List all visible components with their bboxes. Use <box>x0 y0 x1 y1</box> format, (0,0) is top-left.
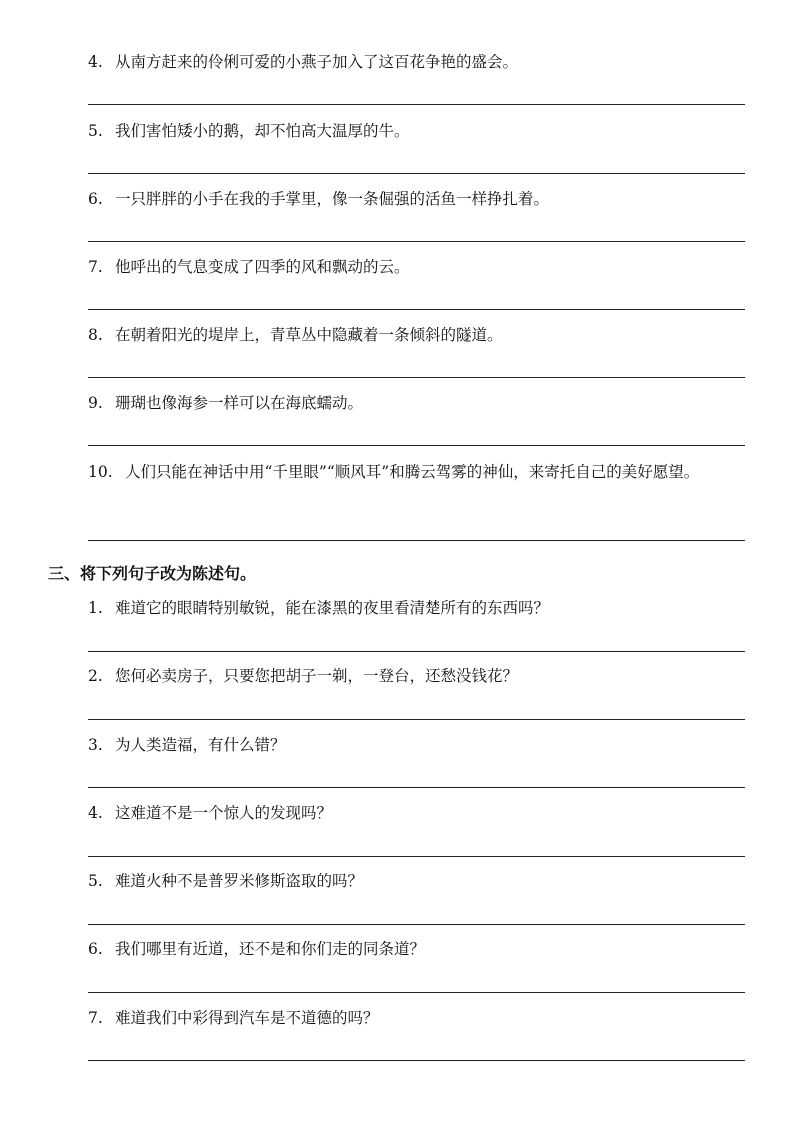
answer-line[interactable] <box>88 992 745 993</box>
exercise-item <box>88 1008 379 1028</box>
exercise-item <box>88 871 363 891</box>
answer-line[interactable] <box>88 856 745 857</box>
item-sentence: 这难道不是一个惊人的发现吗？ <box>115 804 333 822</box>
item-number: 7. <box>88 1009 103 1027</box>
item-sentence: 他呼出的气息变成了四季的风和飘动的云。 <box>115 258 410 276</box>
item-sentence: 在朝着阳光的堤岸上，青草丛中隐藏着一条倾斜的隧道。 <box>115 326 503 344</box>
exercise-item <box>48 458 748 487</box>
answer-line[interactable] <box>88 173 745 174</box>
item-sentence: 我们哪里有近道，还不是和你们走的同条道？ <box>115 940 426 958</box>
section-heading: 三、将下列句子改为陈述句。 <box>48 564 257 583</box>
item-number: 1. <box>88 599 103 617</box>
item-number: 10. <box>88 463 113 481</box>
exercise-item <box>88 735 286 755</box>
exercise-item <box>88 666 518 686</box>
item-number: 6. <box>88 940 103 958</box>
answer-line[interactable] <box>88 787 745 788</box>
answer-line[interactable] <box>88 924 745 925</box>
exercise-item <box>88 803 332 823</box>
answer-line[interactable] <box>88 445 745 446</box>
exercise-item <box>88 393 363 413</box>
exercise-item <box>88 598 549 618</box>
answer-line[interactable] <box>88 309 745 310</box>
exercise-item <box>88 52 518 72</box>
answer-line[interactable] <box>88 719 745 720</box>
item-sentence: 珊瑚也像海参一样可以在海底蠕动。 <box>115 394 364 412</box>
exercise-item <box>88 121 410 141</box>
answer-line[interactable] <box>88 241 745 242</box>
item-sentence: 为人类造福，有什么错？ <box>115 736 286 754</box>
exercise-item <box>88 257 410 277</box>
answer-line[interactable] <box>88 377 745 378</box>
answer-line[interactable] <box>88 104 745 105</box>
exercise-item <box>88 325 503 345</box>
item-number: 4. <box>88 53 103 71</box>
item-number: 2. <box>88 667 103 685</box>
item-number: 8. <box>88 326 103 344</box>
item-sentence: 难道它的眼睛特别敏锐，能在漆黑的夜里看清楚所有的东西吗？ <box>115 599 550 617</box>
exercise-item <box>88 939 425 959</box>
item-sentence: 人们只能在神话中用“千里眼”“顺风耳”和腾云驾雾的神仙，来寄托自己的美好愿望。 <box>125 463 700 481</box>
item-sentence: 我们害怕矮小的鹅，却不怕高大温厚的牛。 <box>115 122 410 140</box>
item-sentence: 您何必卖房子，只要您把胡子一剃，一登台，还愁没钱花？ <box>115 667 519 685</box>
answer-line[interactable] <box>88 651 745 652</box>
exercise-item <box>88 189 549 209</box>
item-number: 5. <box>88 872 103 890</box>
answer-line[interactable] <box>88 540 745 541</box>
item-number: 7. <box>88 258 103 276</box>
item-number: 9. <box>88 394 103 412</box>
item-number: 5. <box>88 122 103 140</box>
answer-line[interactable] <box>88 1060 745 1061</box>
item-sentence: 难道我们中彩得到汽车是不道德的吗？ <box>115 1009 379 1027</box>
item-number: 3. <box>88 736 103 754</box>
item-sentence: 从南方赶来的伶俐可爱的小燕子加入了这百花争艳的盛会。 <box>115 53 519 71</box>
item-number: 4. <box>88 804 103 822</box>
item-sentence: 一只胖胖的小手在我的手掌里，像一条倔强的活鱼一样挣扎着。 <box>115 190 550 208</box>
item-number: 6. <box>88 190 103 208</box>
item-sentence: 难道火种不是普罗米修斯盗取的吗？ <box>115 872 364 890</box>
